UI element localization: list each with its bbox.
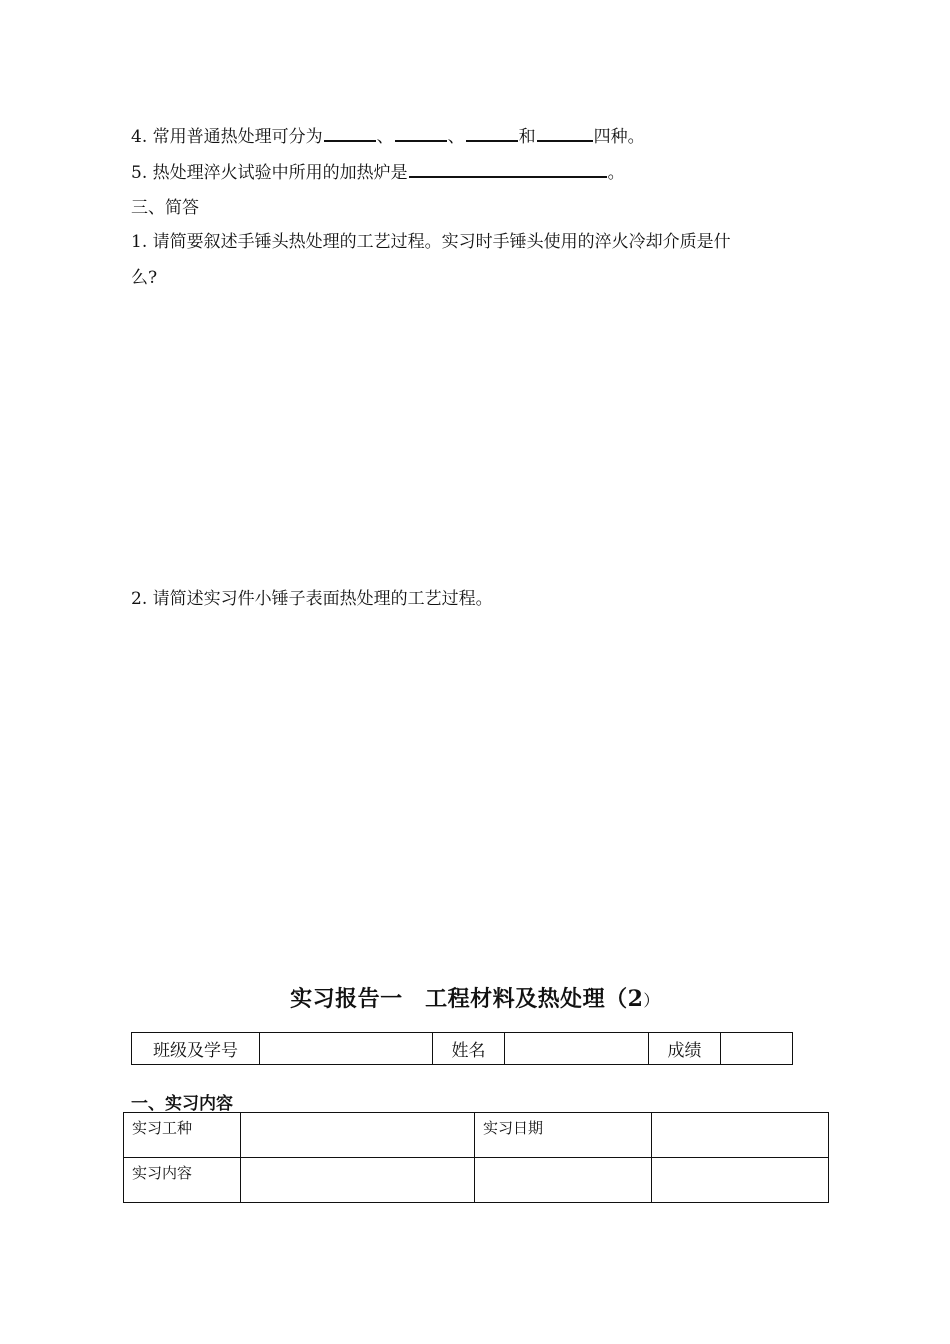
date-label: 实习日期 <box>475 1113 652 1158</box>
blank-2[interactable] <box>395 126 447 142</box>
report-title-close: ） <box>643 991 660 1010</box>
class-id-field[interactable] <box>260 1033 433 1065</box>
question-4 <box>131 126 645 148</box>
question-5-prefix: 5. 热处理淬火试验中所用的加热炉是 <box>131 163 408 183</box>
question-5 <box>131 162 625 184</box>
content-field-c[interactable] <box>652 1158 829 1203</box>
name-label: 姓名 <box>433 1033 505 1065</box>
table-row <box>124 1158 829 1203</box>
short-answer-q1-line1: 1. 请简要叙述手锤头热处理的工艺过程。实习时手锤头使用的淬火冷却介质是什 <box>131 232 731 252</box>
blank-1[interactable] <box>324 126 376 142</box>
report-title-main: 实习报告一 工程材料及热处理（2 <box>290 986 644 1012</box>
table-row <box>124 1113 829 1158</box>
report-title <box>0 982 950 1013</box>
date-field[interactable] <box>652 1113 829 1158</box>
separator-1: 、 <box>376 127 394 147</box>
class-id-label: 班级及学号 <box>132 1033 260 1065</box>
work-type-label: 实习工种 <box>124 1113 241 1158</box>
separator-3: 和 <box>518 127 536 147</box>
short-answer-heading: 三、简答 <box>131 198 199 218</box>
blank-furnace[interactable] <box>409 162 607 178</box>
student-info-table <box>131 1032 793 1065</box>
question-4-suffix: 四种。 <box>593 127 645 147</box>
short-answer-q1-line2: 么? <box>131 268 158 288</box>
blank-4[interactable] <box>537 126 593 142</box>
section-1-heading: 一、实习内容 <box>131 1094 233 1114</box>
name-field[interactable] <box>505 1033 649 1065</box>
score-field[interactable] <box>721 1033 793 1065</box>
student-info-row <box>132 1033 793 1065</box>
work-type-field[interactable] <box>241 1113 475 1158</box>
question-5-suffix: 。 <box>607 163 625 183</box>
content-field-a[interactable] <box>241 1158 475 1203</box>
content-label: 实习内容 <box>124 1158 241 1203</box>
short-answer-q2: 2. 请简述实习件小锤子表面热处理的工艺过程。 <box>131 589 493 609</box>
blank-3[interactable] <box>466 126 518 142</box>
score-label: 成绩 <box>649 1033 721 1065</box>
content-field-b[interactable] <box>475 1158 652 1203</box>
practice-content-table <box>123 1112 829 1203</box>
question-4-prefix: 4. 常用普通热处理可分为 <box>131 127 323 147</box>
separator-2: 、 <box>447 127 465 147</box>
